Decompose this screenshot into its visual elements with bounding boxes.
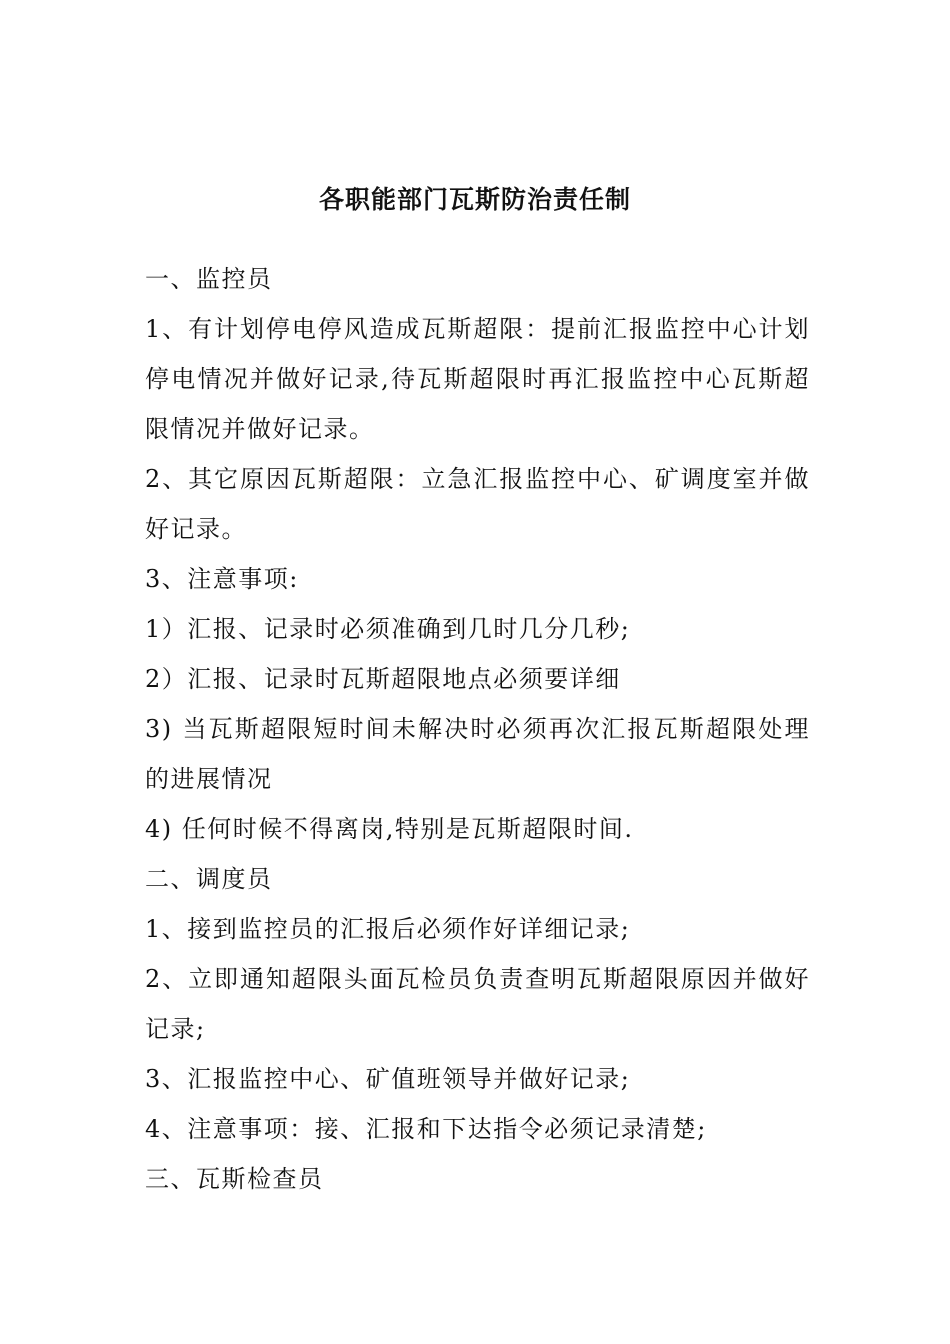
paragraph: 4、注意事项：接、汇报和下达指令必须记录清楚; bbox=[145, 1115, 707, 1143]
section-heading-gas-inspector: 三、瓦斯检查员 bbox=[145, 1165, 324, 1193]
paragraph: 3、汇报监控中心、矿值班领导并做好记录; bbox=[145, 1065, 631, 1093]
paragraph: 1）汇报、记录时必须准确到几时几分几秒; bbox=[145, 615, 631, 643]
section-heading-dispatcher: 二、调度员 bbox=[145, 865, 273, 893]
paragraph: 2）汇报、记录时瓦斯超限地点必须要详细 bbox=[145, 665, 621, 693]
section-heading-monitor: 一、监控员 bbox=[145, 265, 273, 293]
paragraph: 3) 当瓦斯超限短时间未解决时必须再次汇报瓦斯超限处理的进展情况 bbox=[145, 715, 810, 793]
document-title: 各职能部门瓦斯防治责任制 bbox=[318, 185, 631, 214]
paragraph: 1、有计划停电停风造成瓦斯超限：提前汇报监控中心计划停电情况并做好记录,待瓦斯超限时再汇报监控中心瓦斯超限情况并做好记录。 bbox=[145, 315, 810, 443]
document-body bbox=[145, 254, 810, 1204]
paragraph: 2、立即通知超限头面瓦检员负责查明瓦斯超限原因并做好记录; bbox=[145, 965, 810, 1043]
paragraph: 3、注意事项: bbox=[145, 565, 299, 593]
paragraph: 2、其它原因瓦斯超限：立急汇报监控中心、矿调度室并做好记录。 bbox=[145, 465, 810, 543]
paragraph: 4) 任何时候不得离岗,特别是瓦斯超限时间. bbox=[145, 815, 634, 843]
paragraph: 1、接到监控员的汇报后必须作好详细记录; bbox=[145, 915, 631, 943]
